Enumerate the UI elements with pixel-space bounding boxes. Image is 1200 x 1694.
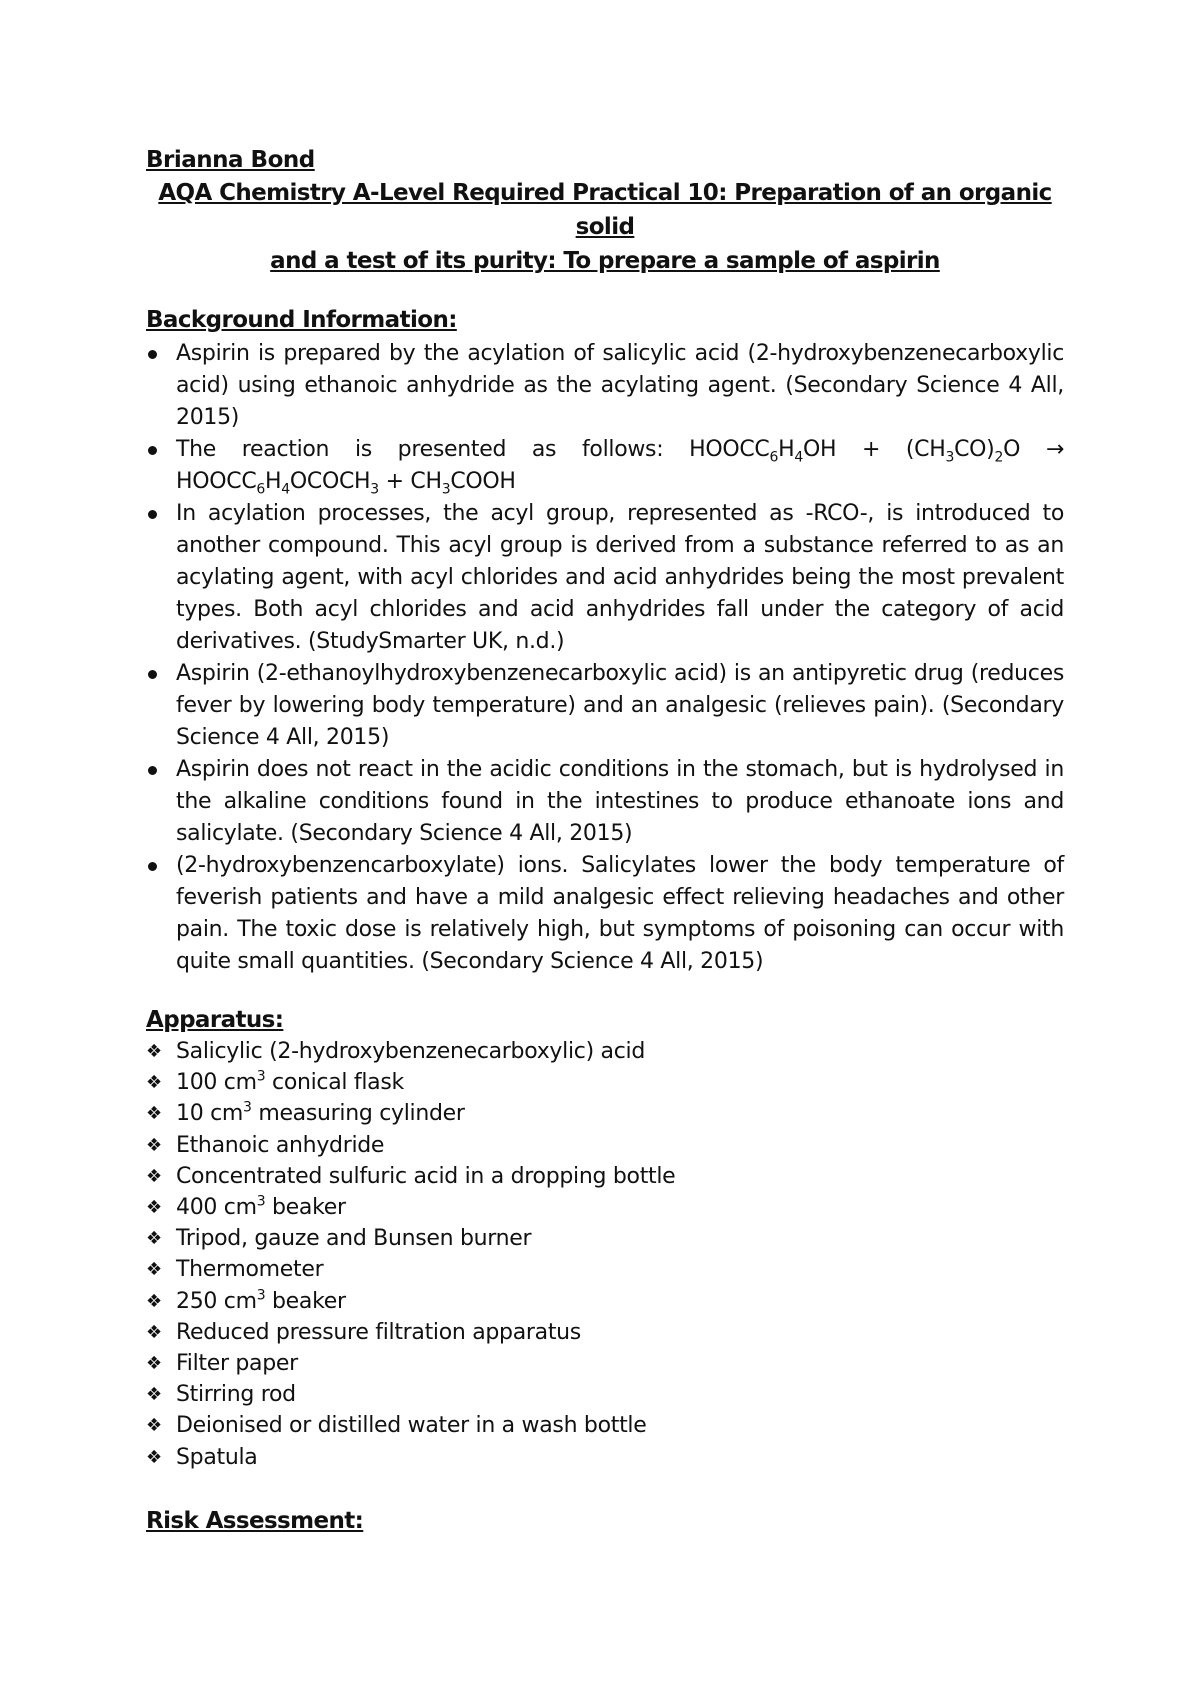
- list-item: ❖ 250 $cm^3$ beaker: [146, 1286, 1064, 1317]
- diamond-bullet-icon: ❖: [146, 1228, 162, 1250]
- list-item: (2-hydroxybenzencarboxylate) ions. Salicylates lower the body temperature of feverish patients and have a mild analgesic effect relieving headaches and other pain. The toxic dose is relatively high, but symptoms of poisoning can occur with quite small quantities. (Secondary Science 4 All, 2015): [146, 850, 1064, 978]
- list-item: ❖ Filter paper: [146, 1348, 1064, 1379]
- diamond-bullet-icon: ❖: [146, 1259, 162, 1281]
- reaction-equation: $HOOCC_6H_4OH + (CH_3CO)_2O$ → $HOOCC_6H_4OCOCH_3$ + $CH_3COOH$: [176, 437, 1064, 498]
- list-item: [146, 434, 1064, 498]
- list-item: ❖ Tripod, gauze and Bunsen burner: [146, 1223, 1064, 1254]
- list-item: ❖ Concentrated sulfuric acid in a dropping bottle: [146, 1161, 1064, 1192]
- diamond-bullet-icon: ❖: [146, 1415, 162, 1437]
- bullet-icon: [148, 510, 157, 519]
- reaction-intro: The reaction is presented as follows:: [176, 437, 664, 462]
- diamond-bullet-icon: ❖: [146, 1446, 162, 1468]
- list-item: ❖ Spatula: [146, 1442, 1064, 1473]
- risk-heading: Risk Assessment:: [146, 1507, 364, 1534]
- list-item: ❖ Stirring rod: [146, 1379, 1064, 1410]
- list-item: Aspirin (2-ethanoylhydroxybenzenecarboxylic acid) is an antipyretic drug (reduces fever by lowering body temperature) and an analgesic (relieves pain). (Secondary Science 4 All, 2015): [146, 658, 1064, 754]
- list-item: ❖ Deionised or distilled water in a wash bottle: [146, 1410, 1064, 1441]
- background-list: [146, 338, 1064, 978]
- list-item: ❖ Thermometer: [146, 1254, 1064, 1285]
- list-item: ❖ Salicylic (2-hydroxybenzenecarboxylic) acid: [146, 1036, 1064, 1067]
- list-item: Aspirin does not react in the acidic conditions in the stomach, but is hydrolysed in the alkaline conditions found in the intestines to produce ethanoate ions and salicylate. (Secondary Science 4 All, 2015): [146, 754, 1064, 850]
- title-line-2: and a test of its purity: To prepare a sample of aspirin: [270, 248, 940, 274]
- list-item: In acylation processes, the acyl group, represented as -RCO-, is introduced to another compound. This acyl group is derived from a substance referred to as an acylating agent, with acyl chlorides and acid anhydrides being the most prevalent types. Both acyl chlorides and acid anhydrides fall under the category of acid derivatives. (StudySmarter UK, n.d.): [146, 498, 1064, 658]
- diamond-bullet-icon: ❖: [146, 1041, 162, 1062]
- diamond-bullet-icon: ❖: [146, 1197, 162, 1219]
- title-line-1: AQA Chemistry A-Level Required Practical 10: Preparation of an organic solid: [158, 180, 1052, 240]
- bullet-icon: [148, 670, 157, 679]
- diamond-bullet-icon: ❖: [146, 1384, 162, 1406]
- diamond-bullet-icon: ❖: [146, 1321, 162, 1343]
- list-item: ❖ Ethanoic anhydride: [146, 1130, 1064, 1161]
- list-item: ❖ 10 $cm^3$ measuring cylinder: [146, 1098, 1064, 1129]
- diamond-bullet-icon: ❖: [146, 1290, 162, 1312]
- list-item: ❖ 400 $cm^3$ beaker: [146, 1192, 1064, 1223]
- apparatus-list: [146, 1036, 1064, 1473]
- list-item: ❖ Reduced pressure filtration apparatus: [146, 1317, 1064, 1348]
- apparatus-heading: Apparatus:: [146, 1007, 284, 1033]
- bullet-icon: [148, 766, 157, 775]
- bullet-icon: [148, 350, 157, 359]
- document-title: [146, 176, 1064, 278]
- background-heading: Background Information:: [146, 307, 457, 333]
- bullet-icon: [148, 862, 157, 871]
- diamond-bullet-icon: ❖: [146, 1103, 162, 1125]
- diamond-bullet-icon: ❖: [146, 1134, 162, 1156]
- list-item: ❖ 100 $cm^3$ conical flask: [146, 1067, 1064, 1098]
- document-page: [146, 144, 1064, 1537]
- diamond-bullet-icon: ❖: [146, 1353, 162, 1375]
- diamond-bullet-icon: ❖: [146, 1072, 162, 1094]
- author-name: Brianna Bond: [146, 147, 315, 173]
- bullet-icon: [148, 446, 157, 455]
- list-item: Aspirin is prepared by the acylation of salicylic acid (2-hydroxybenzenecarboxylic acid) using ethanoic anhydride as the acylating agent. (Secondary Science 4 All, 2015): [146, 338, 1064, 434]
- diamond-bullet-icon: ❖: [146, 1165, 162, 1187]
- arrow-icon: →: [1045, 437, 1064, 462]
